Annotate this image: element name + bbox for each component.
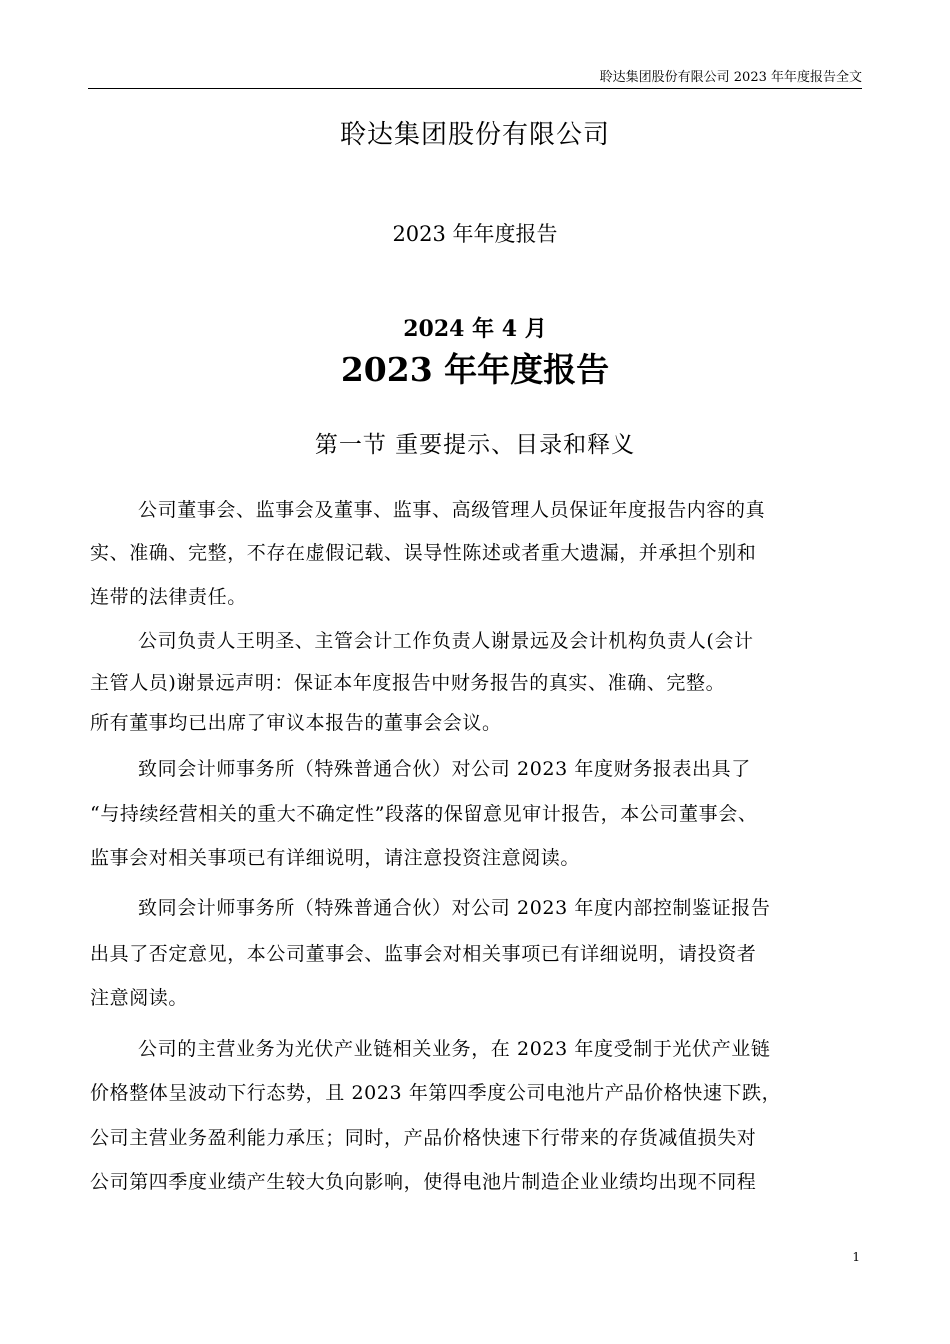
paragraph-line: 公司负责人王明圣、主管会计工作负责人谢景远及会计机构负责人(会计 [138,630,754,652]
page-number: 1 [852,1250,860,1264]
paragraph-line: 所有董事均已出席了审议本报告的董事会会议。 [90,712,502,734]
paragraph-line: 实、准确、完整，不存在虚假记载、误导性陈述或者重大遗漏，并承担个别和 [90,542,757,564]
section-title: 第一节 重要提示、目录和释义 [314,432,636,458]
paragraph-line: 注意阅读。 [90,987,189,1009]
report-date: 2024 年 4 月 [403,316,547,342]
paragraph-line: 公司第四季度业绩产生较大负向影响，使得电池片制造企业业绩均出现不同程 [90,1171,757,1193]
paragraph-line: 主管人员)谢景远声明：保证本年度报告中财务报告的真实、准确、完整。 [90,672,726,694]
paragraph-line: “与持续经营相关的重大不确定性”段落的保留意见审计报告，本公司董事会、 [90,803,758,825]
header-divider [88,88,862,89]
paragraph-line: 价格整体呈波动下行态势，且 2023 年第四季度公司电池片产品价格快速下跌， [90,1082,782,1104]
running-header: 聆达集团股份有限公司 2023 年年度报告全文 [599,70,862,85]
paragraph-line: 公司主营业务盈利能力承压；同时，产品价格快速下行带来的存货减值损失对 [90,1127,757,1149]
company-name: 聆达集团股份有限公司 [339,120,610,150]
paragraph-line: 致同会计师事务所（特殊普通合伙）对公司 2023 年度内部控制鉴证报告 [138,897,771,919]
paragraph-line: 致同会计师事务所（特殊普通合伙）对公司 2023 年度财务报表出具了 [138,758,751,780]
report-subtitle: 2023 年年度报告 [392,222,558,246]
paragraph-line: 公司董事会、监事会及董事、监事、高级管理人员保证年度报告内容的真 [138,499,766,521]
paragraph-line: 连带的法律责任。 [90,586,247,608]
report-title: 2023 年年度报告 [340,350,610,389]
paragraph-line: 出具了否定意见，本公司董事会、监事会对相关事项已有详细说明，请投资者 [90,943,757,965]
paragraph-line: 公司的主营业务为光伏产业链相关业务，在 2023 年度受制于光伏产业链 [138,1038,771,1060]
paragraph-line: 监事会对相关事项已有详细说明，请注意投资注意阅读。 [90,847,581,869]
